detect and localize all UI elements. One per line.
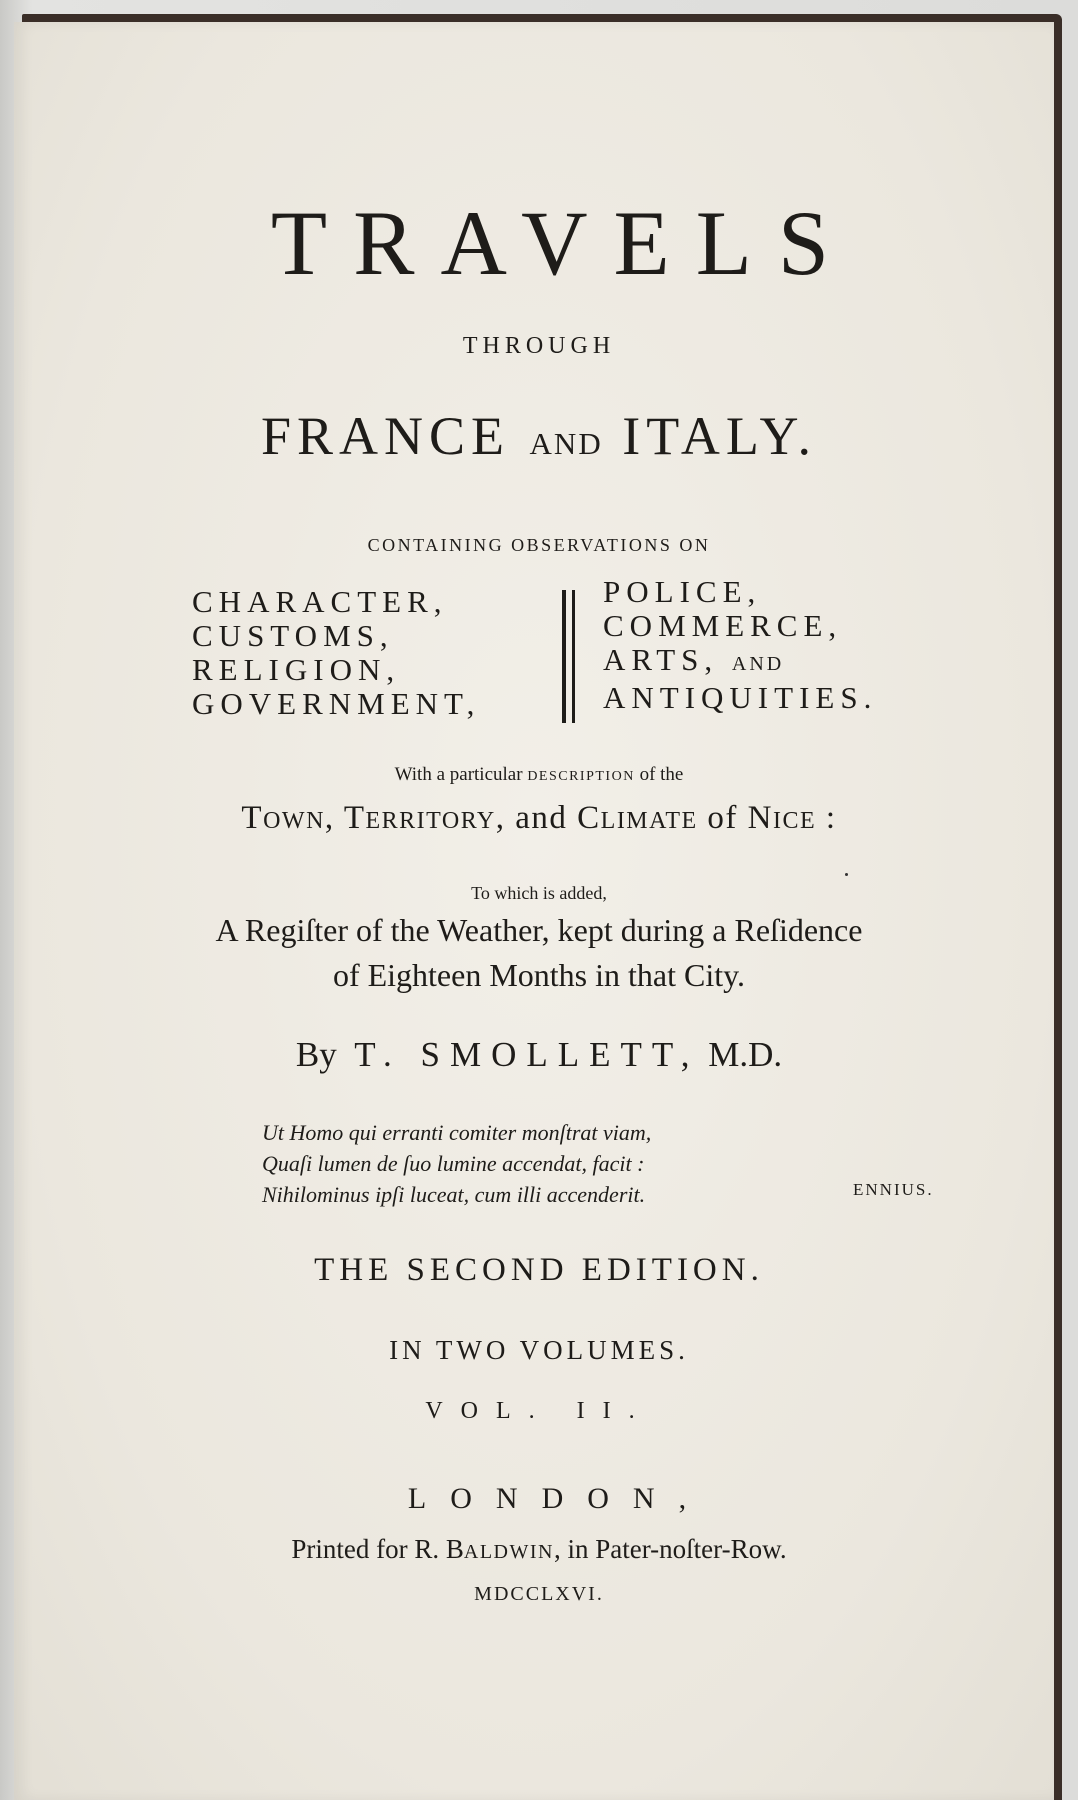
small-caps-span: ALDWIN bbox=[463, 1541, 554, 1563]
imprint-date: MDCCLXVI. bbox=[474, 1583, 604, 1605]
ink-speck bbox=[845, 873, 848, 876]
to-which-is-added: To which is added, bbox=[471, 883, 607, 903]
containing-line: CONTAINING OBSERVATIONS ON bbox=[367, 535, 711, 555]
divider-bar-left bbox=[562, 590, 566, 723]
through-line: THROUGH bbox=[462, 333, 616, 359]
places-line bbox=[0, 405, 1078, 467]
topic-item: GOVERNMENT, bbox=[192, 686, 481, 721]
text-span: Printed for R. B bbox=[291, 1534, 464, 1564]
author-name: T. SMOLLETT, bbox=[354, 1035, 700, 1074]
printer-line bbox=[0, 1534, 1078, 1565]
topic-arts: ARTS, bbox=[603, 642, 719, 677]
latin-motto bbox=[262, 1117, 651, 1210]
motto-line: Nihilominus ipſi luceat, cum illi accenderit. bbox=[262, 1182, 646, 1207]
author-by: By bbox=[295, 1035, 337, 1074]
text-span: : bbox=[816, 800, 837, 836]
book-title: TRAVELS bbox=[270, 192, 856, 294]
small-caps-span: DESCRIPTION bbox=[527, 769, 635, 784]
volumes-line: IN TWO VOLUMES. bbox=[389, 1335, 689, 1365]
text-span: T bbox=[241, 800, 264, 836]
topic-item: CHARACTER, bbox=[192, 584, 448, 619]
text-span: of the bbox=[639, 764, 684, 785]
small-caps-span: ERRITORY bbox=[365, 808, 496, 834]
edition-line: THE SECOND EDITION. bbox=[314, 1252, 764, 1288]
small-caps-span: LIMATE bbox=[600, 808, 698, 834]
topics-right-column bbox=[603, 575, 877, 715]
topic-item: RELIGION, bbox=[192, 652, 401, 687]
place-italy: ITALY. bbox=[622, 406, 817, 466]
motto-line: Ut Homo qui erranti comiter monſtrat viam, bbox=[262, 1120, 652, 1145]
small-caps-span: ICE bbox=[772, 808, 817, 834]
topic-item: COMMERCE, bbox=[603, 608, 843, 643]
topic-and: AND bbox=[731, 653, 785, 675]
topic-item: CUSTOMS, bbox=[192, 618, 394, 653]
register-line-2: of Eighteen Months in that City. bbox=[332, 957, 746, 993]
town-territory-climate-line bbox=[0, 800, 1078, 837]
text-span: of N bbox=[697, 800, 773, 836]
particular-description-line bbox=[0, 764, 1078, 786]
topic-item: POLICE, bbox=[603, 574, 762, 609]
place-france: FRANCE bbox=[261, 406, 511, 466]
text-span: , in Pater-noſter-Row. bbox=[553, 1534, 787, 1564]
author-line bbox=[0, 1035, 1078, 1075]
register-line-1: A Regiſter of the Weather, kept during a Reſidence bbox=[215, 912, 863, 948]
topic-item: ANTIQUITIES. bbox=[603, 680, 878, 715]
text-span: , and C bbox=[495, 800, 601, 836]
author-degree: M.D. bbox=[708, 1035, 783, 1074]
small-caps-span: OWN bbox=[263, 808, 325, 834]
motto-attribution: ENNIUS. bbox=[853, 1180, 934, 1199]
topic-item bbox=[603, 643, 877, 681]
imprint-city: LONDON, bbox=[407, 1482, 711, 1515]
text-span: , T bbox=[324, 800, 366, 836]
volume-number: VOL. II. bbox=[425, 1398, 653, 1424]
motto-line: Quaſi lumen de ſuo lumine accendat, facit : bbox=[262, 1151, 645, 1176]
place-and: AND bbox=[529, 426, 603, 461]
text-span: With a particular bbox=[394, 764, 523, 785]
divider-bar-right bbox=[572, 590, 575, 723]
topics-left-column bbox=[192, 585, 480, 721]
